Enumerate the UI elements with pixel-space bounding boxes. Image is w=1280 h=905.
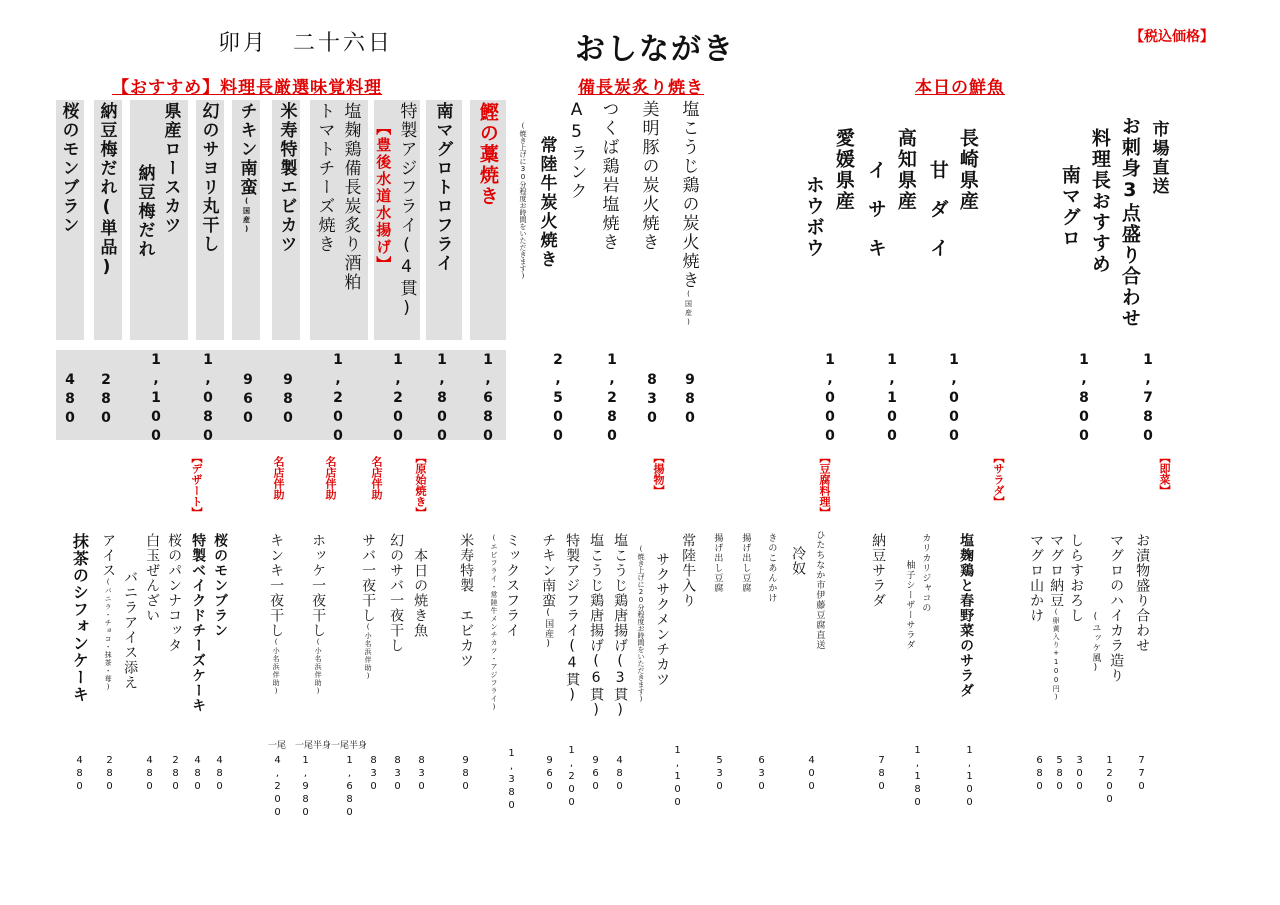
menu-item: 塩麹鶏と春野菜のサラダ [958,533,975,698]
section-fresh-fish: 本日の鮮魚 [915,78,1005,98]
menu-item: 甘ダイ [926,160,949,277]
item-price: 530 [714,755,725,794]
category-tofu: 【豆腐料理】 [818,452,831,518]
menu-item: 鰹の藁焼き [476,102,499,207]
menu-item: 幻のサヨリ丸干し [198,102,219,254]
menu-item: マグロ山かけ [1028,533,1045,623]
menu-item: 市場直送 [1148,120,1169,196]
item-price: 770 [1136,755,1147,794]
menu-item: ホウボウ [802,175,825,259]
menu-item: 長崎県産 [956,128,979,212]
item-name: チキン南蛮 [236,102,257,197]
item-price: 1,100 [884,352,900,447]
item-price: 1,100 [964,745,975,810]
item-price: 960 [240,372,256,429]
item-price: 1,680 [344,755,355,820]
item-price: 1200 [1104,755,1115,807]
item-price: 300 [1074,755,1085,794]
item-price: 780 [876,755,887,794]
item-price: 1,100 [148,352,164,447]
item-price: 480 [62,372,78,429]
item-note: (焼き上げに30分程度お時間をいただきます) [519,122,527,280]
item-price: 1,000 [946,352,962,447]
item-name: ホッケ一夜干し [310,533,327,638]
category-meiten: 名店伴助 [370,456,383,500]
item-name: マグロ納豆 [1048,533,1065,608]
menu-item: 桜のモンブラン [58,102,79,235]
item-price: 960 [590,755,601,794]
menu-title: おしながき [575,32,735,67]
menu-item: 柚子シーザーサラダ [904,560,915,650]
menu-item: 塩こうじ鶏唐揚げ(6貫) [588,533,605,719]
item-price: 630 [756,755,767,794]
item-price: 830 [644,372,660,429]
item-price: 280 [98,372,114,429]
menu-item [310,533,326,696]
menu-item: 常陸牛入り [680,533,697,608]
item-price: 1,380 [506,748,517,813]
item-price: 1,200 [566,745,577,810]
menu-item: 南マグロトロフライ [432,102,453,273]
menu-item: お刺身3点盛り合わせ [1118,116,1141,329]
menu-item: 高知県産 [894,128,917,212]
menu-item [360,533,376,681]
item-price: 830 [416,755,427,794]
item-note: (卵黄入り+100円) [1052,608,1061,702]
item-price: 960 [544,755,555,794]
item-note: (バニラ・チョコ・抹茶・苺) [104,578,113,692]
item-price: 1,980 [300,755,311,820]
menu-item: 南マグロ [1058,165,1081,249]
item-note: (エビフライ・常陸牛メンチカツ・アジフライ) [490,534,499,712]
menu-item: イサキ [864,160,887,277]
item-note: (ユッケ風) [1090,612,1101,674]
menu-item: 納豆サラダ [870,533,887,608]
menu-item: 冷奴 [790,546,807,576]
item-price: 480 [214,755,225,794]
menu-item: お漬物盛り合わせ [1134,533,1151,653]
item-price: 4,200 [272,755,283,820]
menu-item: バニラアイス添え [122,570,139,690]
menu-item: つくば鶏岩塩焼き [598,100,619,252]
item-price: 1,780 [1140,352,1156,447]
item-price: 830 [368,755,379,794]
item-name: サバ一夜干し [360,533,377,623]
menu-item: 揚げ出し豆腐 [712,533,723,593]
menu-item: 納豆梅だれ(単品) [96,102,117,279]
menu-item: 納豆梅だれ [134,164,155,259]
menu-item: カリカリジャコの [920,533,931,613]
item-name: キンキ一夜干し [268,533,285,638]
item-price: 1,200 [390,352,406,447]
item-price: 1,200 [330,352,346,447]
menu-item: 揚げ出し豆腐 [740,533,751,593]
item-note: (国産) [242,197,251,235]
menu-item: きのこあんかけ [766,533,777,603]
menu-item: 特製アジフライ(4貫) [396,102,417,320]
item-name: アイス [100,533,117,578]
category-genten: 【原始焼き】 [414,452,427,518]
item-note: (小名浜伴助) [272,638,281,696]
menu-item [268,533,284,696]
category-agemono: 【揚物】 [652,452,665,496]
menu-item [236,102,256,235]
item-price: 580 [1054,755,1065,794]
item-name: チキン南蛮 [540,533,557,608]
item-note: (国産) [684,290,693,328]
item-price: 1,800 [434,352,450,447]
category-dessert: 【デザート】 [190,452,203,518]
menu-item: 美明豚の炭火焼き [638,100,659,252]
item-note: (小名浜伴助) [364,623,373,681]
item-price: 1,000 [822,352,838,447]
tax-note: 【税込価格】 [1130,29,1214,45]
item-name: マグロのハイカラ造り [1108,533,1125,683]
menu-item [1108,533,1124,683]
menu-item: 桜のパンナコッタ [166,533,183,653]
item-price: 1,280 [604,352,620,447]
menu-item [100,533,116,692]
menu-item-sub: 【豊後水道水揚げ】 [374,120,393,273]
menu-item: 塩こうじ鶏唐揚げ(3貫) [612,533,629,719]
item-price: 980 [682,372,698,429]
menu-item: 愛媛県産 [832,128,855,212]
menu-item: 特製アジフライ(4貫) [564,533,581,704]
size-label: 一尾 一尾半身一尾半身 [268,741,368,751]
menu-item: 料理長おすすめ [1088,128,1111,275]
category-meiten: 名店伴助 [272,456,285,500]
item-note: (国産) [543,608,554,650]
item-price: 2,500 [550,352,566,447]
menu-item [540,533,556,650]
item-price: 680 [1034,755,1045,794]
item-price: 1,080 [200,352,216,447]
menu-item: 県産ロースカツ [160,102,181,235]
category-sokusai: 【即菜】 [1158,452,1171,496]
category-salad: 【サラダ】 [992,452,1005,507]
menu-item: 特製ベイクドチーズケーキ [190,533,207,713]
item-price: 1,800 [1076,352,1092,447]
menu-item: ミックスフライ [504,533,521,638]
item-price: 480 [192,755,203,794]
item-name: 塩こうじ鶏の炭火焼き [678,100,699,290]
menu-item: A5ランク [566,100,587,201]
menu-item: 米寿特製エビカツ [276,102,297,254]
item-note: (焼き上げに20分程度お時間をいただきます) [637,545,645,703]
menu-item [1048,533,1064,702]
item-price: 480 [144,755,155,794]
section-binchotan: 備長炭炙り焼き [578,78,704,98]
menu-item: サクサクメンチカツ [654,552,671,687]
menu-item: 桜のモンブラン [212,533,229,638]
menu-date: 卯月 二十六日 [218,31,394,56]
item-price: 1,100 [672,745,683,810]
menu-item: 幻のサバ一夜干し [388,533,405,653]
section-recommend: 【おすすめ】料理長厳選味覚料理 [112,78,383,98]
menu-item: 常陸牛炭火焼き [536,136,557,269]
item-price: 400 [806,755,817,794]
menu-item: ひたちなか市伊藤豆腐直送 [814,530,825,650]
item-price: 980 [460,755,471,794]
menu-item: 白玉ぜんざい [144,533,161,623]
item-price: 980 [280,372,296,429]
item-price: 480 [614,755,625,794]
menu-item: トマトチーズ焼き [314,102,335,254]
menu-item: 米寿特製 エビカツ [458,533,475,668]
item-price: 830 [392,755,403,794]
menu-item: 抹茶のシフォンケーキ [70,533,90,703]
item-note: (小名浜伴助) [314,638,323,696]
category-meiten: 名店伴助 [324,456,337,500]
menu-item [678,100,698,328]
item-price: 280 [104,755,115,794]
item-price: 1,180 [912,745,923,810]
item-price: 280 [170,755,181,794]
menu-item: しらすおろし [1068,533,1085,623]
item-price: 480 [74,755,85,794]
item-price: 1,680 [480,352,496,447]
menu-item: 塩麹鶏備長炭炙り酒粕 [340,102,361,292]
menu-item: 本日の焼き魚 [412,548,429,638]
